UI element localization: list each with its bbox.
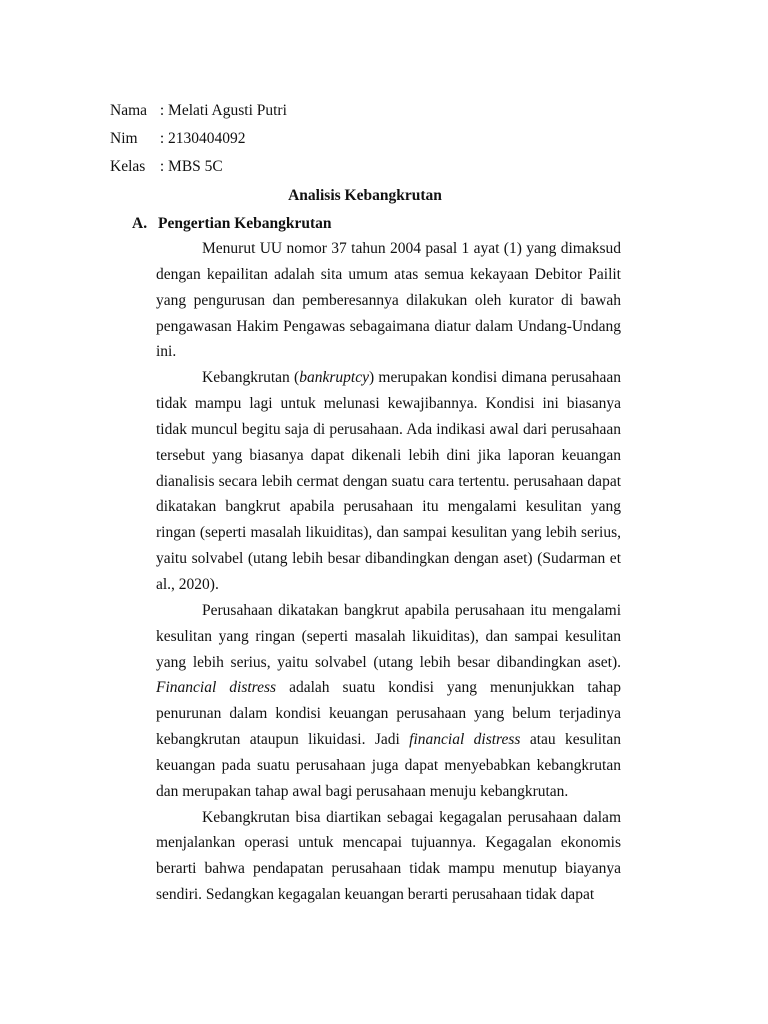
term-bankruptcy: bankruptcy — [299, 369, 369, 387]
paragraph-2-text-a: Kebangkrutan ( — [202, 369, 300, 387]
paragraph-3 — [156, 598, 621, 805]
nim-row — [110, 127, 246, 151]
section-heading-text: Pengertian Kebangkrutan — [158, 215, 332, 232]
paragraph-1-text: Menurut UU nomor 37 tahun 2004 pasal 1 ayat (1) yang dimaksud dengan kepailitan adalah sita umum atas semua kekayaan Debitor Pailit yang pengurusan dan pemberesannya dilakukan oleh kurator di bawah pengawasan Hakim Pengawas sebagaimana diatur dalam Undang-Undang ini. — [156, 240, 621, 361]
paragraph-3-text-c: atau kesulitan keuangan pada suatu perusahaan juga dapat menyebabkan kebangkrutan dan merupakan tahap awal bagi perusahaan menuju kebangkrutan. — [156, 731, 621, 800]
class-value: : MBS 5C — [159, 158, 223, 175]
paragraph-4 — [156, 805, 621, 908]
term-financial-distress-lower: financial distress — [409, 731, 521, 749]
section-marker: A. — [132, 215, 148, 232]
paragraph-2 — [156, 365, 621, 598]
class-label: Kelas — [110, 158, 146, 175]
nim-label: Nim — [110, 130, 138, 147]
name-label: Nama — [110, 102, 148, 119]
nim-value: : 2130404092 — [159, 130, 246, 147]
term-financial-distress: Financial distress — [156, 679, 277, 697]
paragraph-4-text: Kebangkrutan bisa diartikan sebagai kegagalan perusahaan dalam menjalankan operasi untuk mencapai tujuannya. Kegagalan ekonomis berarti bahwa pendapatan perusahaan tidak mampu menutup biayanya sendiri. Sedangkan kegagalan keuangan berarti perusahaan tidak dapat — [156, 808, 621, 904]
paragraph-3-text-b: adalah suatu kondisi yang menunjukkan tahap penurunan dalam kondisi keuangan perusahaan yang belum terjadinya kebangkrutan ataupun likuidasi. Jadi — [156, 679, 621, 749]
name-row — [110, 99, 287, 123]
paragraph-2-text-b: ) merupakan kondisi dimana perusahaan tidak mampu lagi untuk melunasi kewajibannya. Kondisi ini biasanya tidak muncul begitu saja di perusahaan. Ada indikasi awal dari perusahaan tersebut yang biasanya dapat dikenali lebih dini jika laporan keuangan dianalisis secara lebih cermat dengan suatu cara tertentu. perusahaan dapat dikatakan bangkrut apabila perusahaan itu mengalami kesulitan yang ringan (seperti masalah likuiditas), dan sampai kesulitan yang lebih serius, yaitu solvabel (utang lebih besar dibandingkan dengan aset) (Sudarman et al., 2020). — [156, 369, 622, 593]
section-heading — [132, 212, 332, 236]
class-row — [110, 155, 223, 179]
name-value: : Melati Agusti Putri — [159, 102, 287, 119]
document-title: Analisis Kebangkrutan — [288, 187, 442, 204]
paragraph-1 — [156, 236, 621, 365]
body-text — [156, 236, 621, 908]
paragraph-3-text-a: Perusahaan dikatakan bangkrut apabila perusahaan itu mengalami kesulitan yang ringan (seperti masalah likuiditas), dan sampai kesulitan yang lebih serius, yaitu solvabel (utang lebih besar dibandingkan aset). — [156, 601, 621, 671]
